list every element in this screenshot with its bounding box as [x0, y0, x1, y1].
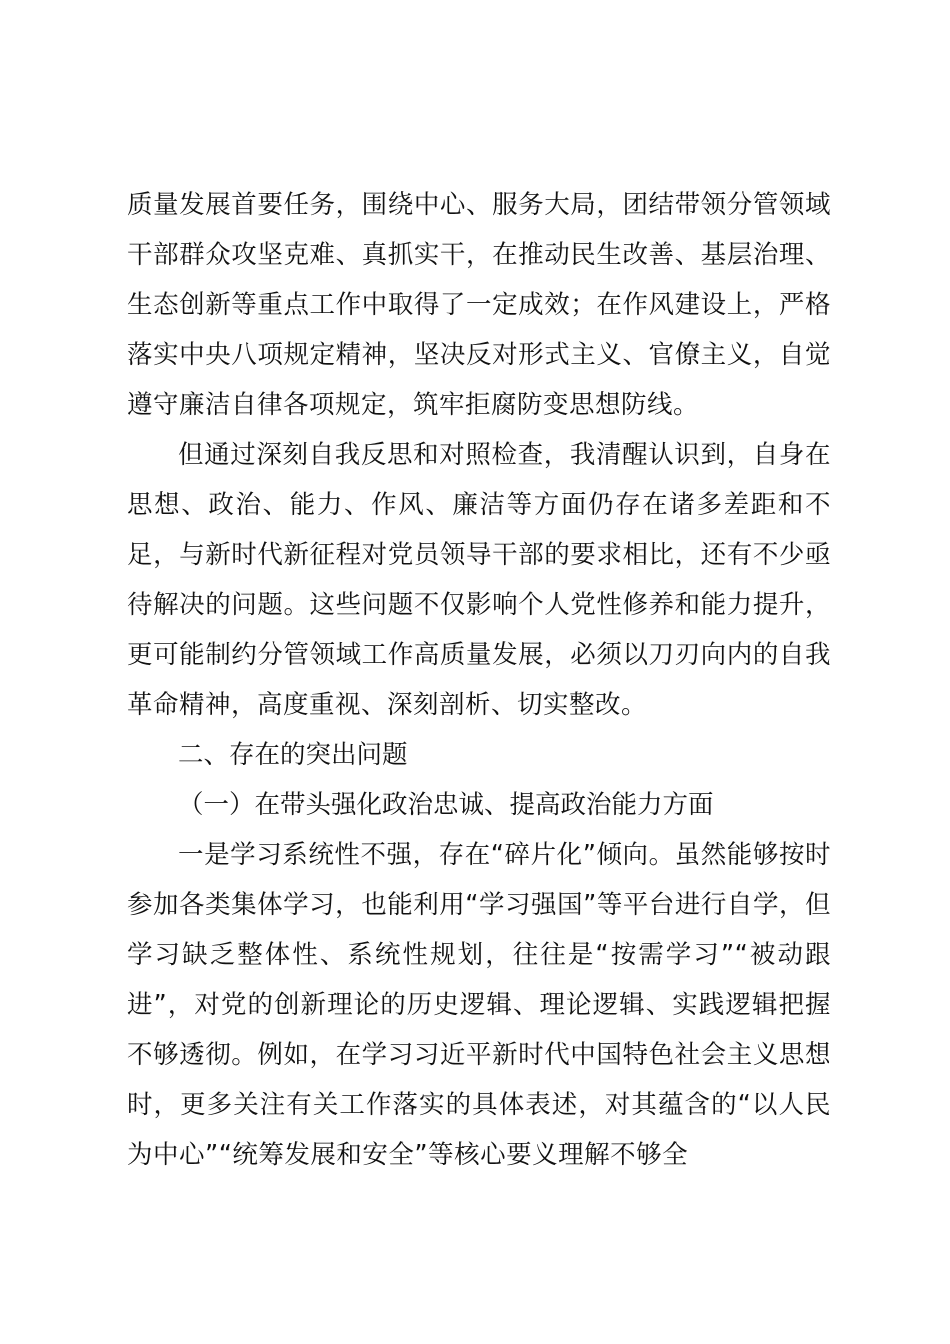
section-heading: 二、存在的突出问题: [178, 740, 408, 770]
paragraph-study-issue: 一是学习系统性不强，存在“碎片化”倾向。虽然能够按时参加各类集体学习，也能利用“学习强国”等平台进行自学，但学习缺乏整体性、系统性规划，往往是“按需学习”“被动跟进”，对党的创新理论的历史逻辑、理论逻辑、实践逻辑把握不够透彻。例如，在学习习近平新时代中国特色社会主义思想时，更多关注有关工作落实的具体表述，对其蕴含的“以人民为中心”“统筹发展和安全”等核心要义理解不够全: [127, 840, 831, 1170]
document-page: [127, 180, 831, 1180]
paragraph-achievements: 质量发展首要任务，围绕中心、服务大局，团结带领分管领域干部群众攻坚克难、真抓实干，在推动民生改善、基层治理、生态创新等重点工作中取得了一定成效；在作风建设上，严格落实中央八项规定精神，坚决反对形式主义、官僚主义，自觉遵守廉洁自律各项规定，筑牢拒腐防变思想防线。: [127, 190, 831, 420]
paragraph-self-reflection: 但通过深刻自我反思和对照检查，我清醒认识到，自身在思想、政治、能力、作风、廉洁等方面仍存在诸多差距和不足，与新时代新征程对党员领导干部的要求相比，还有不少亟待解决的问题。这些问题不仅影响个人党性修养和能力提升，更可能制约分管领域工作高质量发展，必须以刀刃向内的自我革命精神，高度重视、深刻剖析、切实整改。: [127, 440, 831, 720]
subsection-heading: （一）在带头强化政治忠诚、提高政治能力方面: [178, 790, 714, 820]
